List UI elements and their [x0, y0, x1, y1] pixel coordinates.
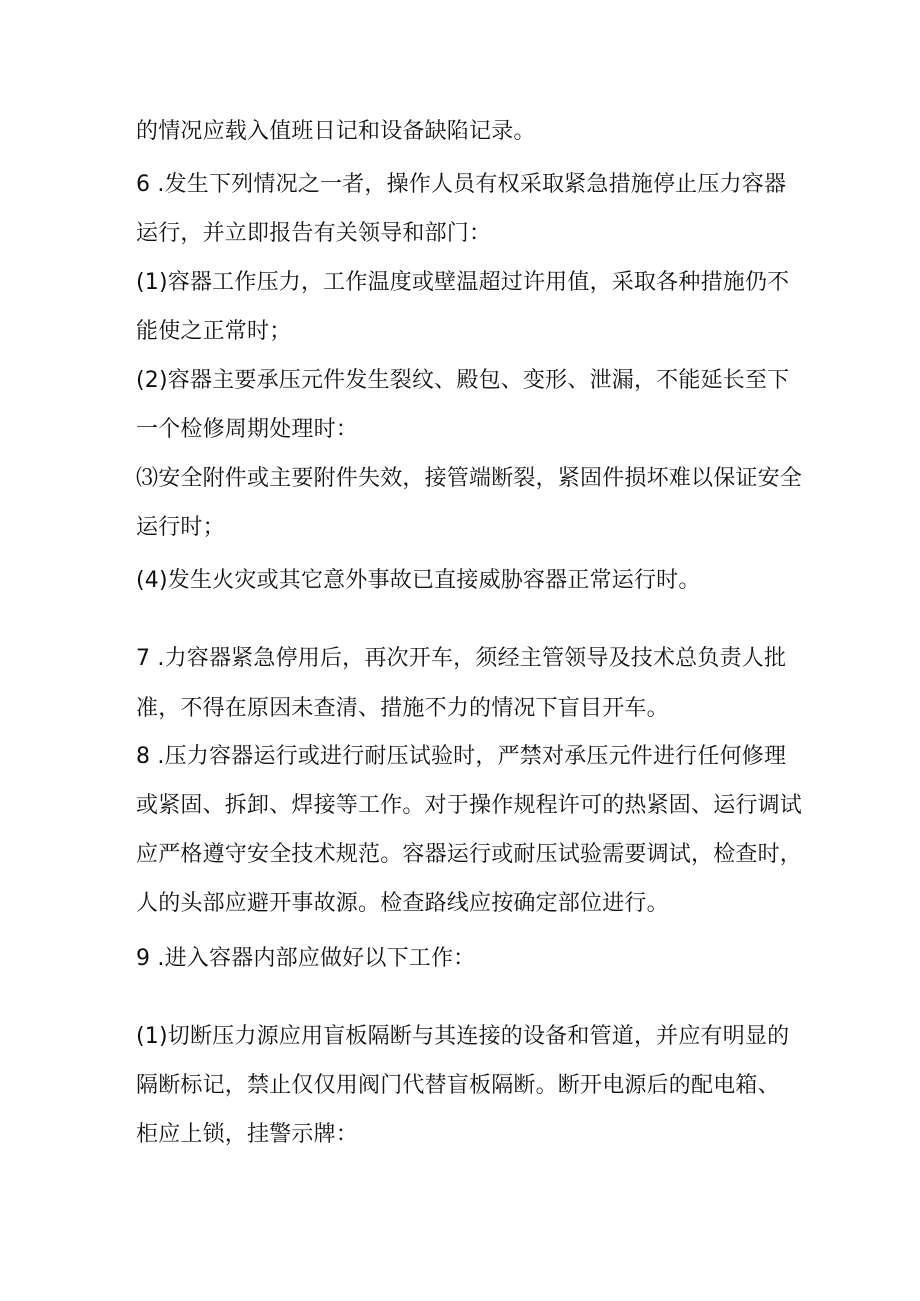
text-line: (1)容器工作压力，工作温度或壁温超过许用值，采取各种措施仍不 [136, 270, 790, 295]
text-line: 运行，并立即报告有关领导和部门： [136, 221, 492, 246]
text-line: 能使之正常时； [136, 319, 292, 344]
text-line: 隔断标记，禁止仅仅用阀门代替盲板隔断。断开电源后的配电箱、 [136, 1073, 780, 1098]
text-line: 柜应上锁，挂警示牌： [136, 1122, 359, 1147]
text-line: (1)切断压力源应用盲板隔断与其连接的设备和管道，并应有明显的 [136, 1024, 790, 1049]
text-line: 运行时； [136, 515, 225, 540]
text-line: 应严格遵守安全技术规范。容器运行或耐压试验需要调试，检查时， [136, 842, 803, 867]
text-line: (2)容器主要承压元件发生裂纹、殿包、变形、泄漏，不能延长至下 [136, 368, 790, 393]
text-line: 准，不得在原因未查清、措施不力的情况下盲目开车。 [136, 696, 669, 721]
text-line: 或紧固、拆卸、焊接等工作。对于操作规程许可的热紧固、运行调试 [136, 793, 803, 818]
text-line: 9 .进入容器内部应做好以下工作： [136, 946, 476, 971]
text-line: 7 .力容器紧急停用后，再次开车，须经主管领导及技术总负责人批 [136, 646, 787, 671]
text-line: (4)发生火灾或其它意外事故已直接威胁容器正常运行时。 [136, 568, 701, 593]
text-line: 8 .压力容器运行或进行耐压试验时，严禁对承压元件进行任何修理 [136, 744, 787, 769]
text-line: ⑶安全附件或主要附件失效，接管端断裂，紧固件损坏难以保证安全 [136, 466, 803, 491]
text-line: 人的头部应避开事故源。检查路线应按确定部位进行。 [136, 891, 669, 916]
text-line: 6 .发生下列情况之一者，操作人员有权采取紧急措施停止压力容器 [136, 172, 787, 197]
text-line: 的情况应载入值班日记和设备缺陷记录。 [136, 119, 536, 144]
text-line: 一个检修周期处理时： [136, 417, 359, 442]
